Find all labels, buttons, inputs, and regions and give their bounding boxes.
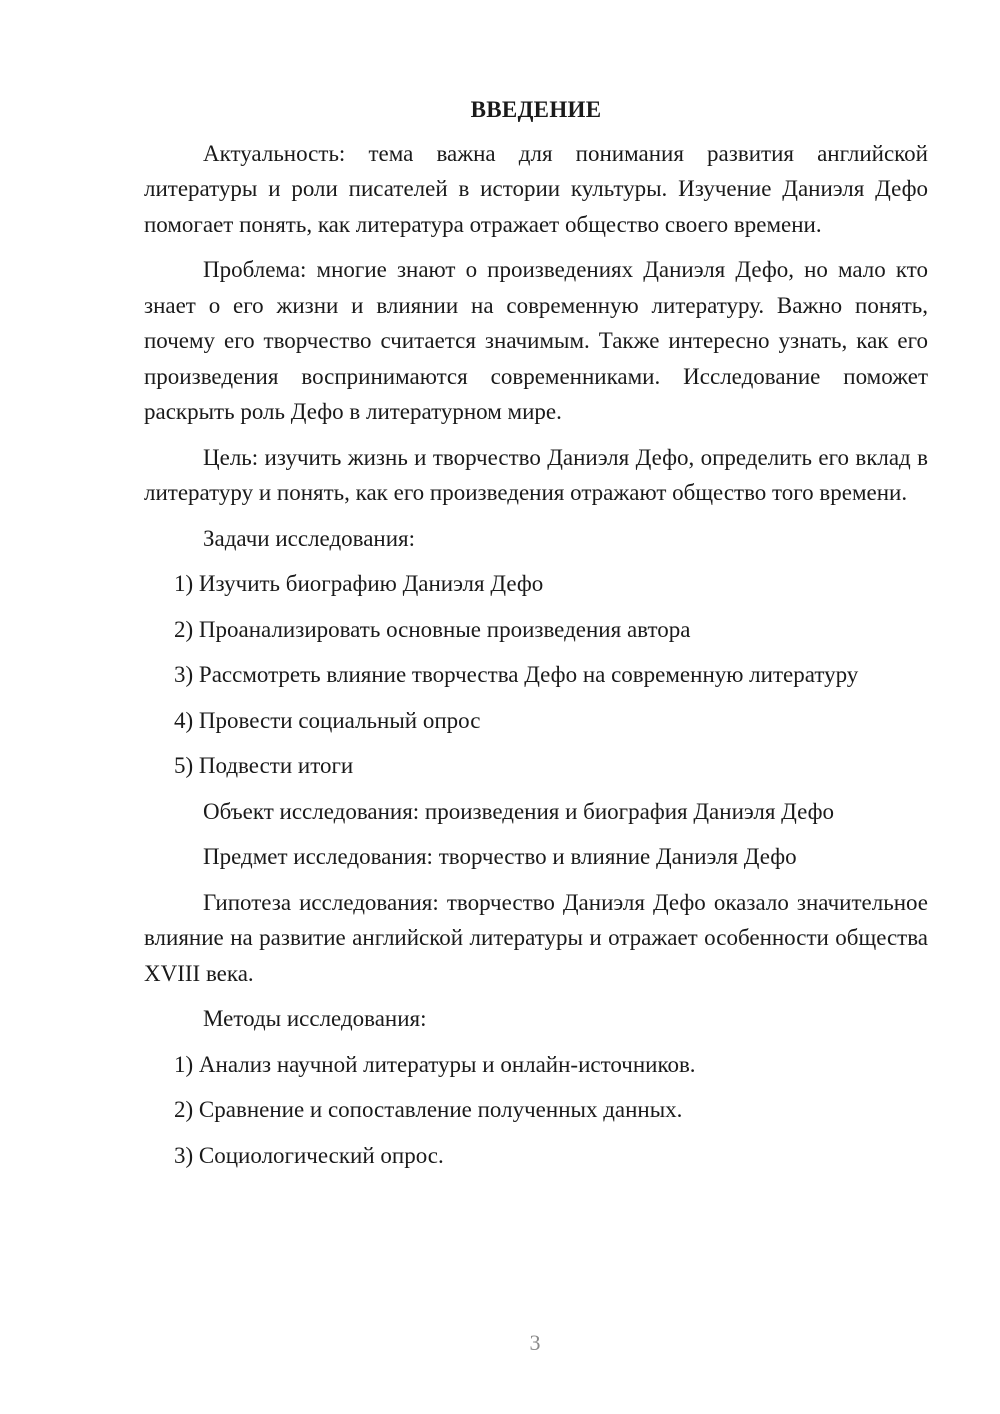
method-item: 1) Анализ научной литературы и онлайн-источников. — [174, 1051, 696, 1077]
methods-heading: Методы исследования: — [203, 1006, 427, 1031]
tasks-heading: Задачи исследования: — [203, 525, 416, 551]
task-item: 3) Рассмотреть влияние творчества Дефо на современную литературу — [174, 662, 859, 687]
object-line: Объект исследования: произведения и биография Даниэля Дефо — [203, 798, 835, 824]
task-item: 1) Изучить биографию Даниэля Дефо — [174, 571, 544, 596]
page-content — [144, 92, 928, 1183]
goal-paragraph: Цель: изучить жизнь и творчество Даниэля Дефо, определить его вклад в литературу и понять, как его произведения отражают общество того времени. — [144, 444, 928, 505]
page-number: 3 — [529, 1330, 541, 1355]
problem-paragraph: Проблема: многие знают о произведениях Даниэля Дефо, но мало кто знает о его жизни и влиянии на современную литературу. Важно понять, почему его творчество считается значимым. Также интересно узнать, как его произведения воспринимаются современниками. Исследование поможет раскрыть роль Дефо в литературном мире. — [144, 257, 928, 424]
relevance-paragraph: Актуальность: тема важна для понимания развития английской литературы и роли писателей в истории культуры. Изучение Даниэля Дефо помогает понять, как литература отражает общество своего времени. — [144, 140, 928, 237]
section-title: ВВЕДЕНИЕ — [470, 97, 602, 122]
task-item: 4) Провести социальный опрос — [174, 707, 481, 733]
subject-line: Предмет исследования: творчество и влияние Даниэля Дефо — [203, 844, 797, 869]
task-item: 5) Подвести итоги — [174, 753, 354, 778]
method-item: 3) Социологический опрос. — [174, 1142, 444, 1168]
hypothesis-paragraph: Гипотеза исследования: творчество Даниэля Дефо оказало значительное влияние на развитие английской литературы и отражает особенности общества XVIII века. — [144, 889, 928, 986]
task-item: 2) Проанализировать основные произведения автора — [174, 616, 691, 642]
method-item: 2) Сравнение и сопоставление полученных данных. — [174, 1097, 683, 1122]
